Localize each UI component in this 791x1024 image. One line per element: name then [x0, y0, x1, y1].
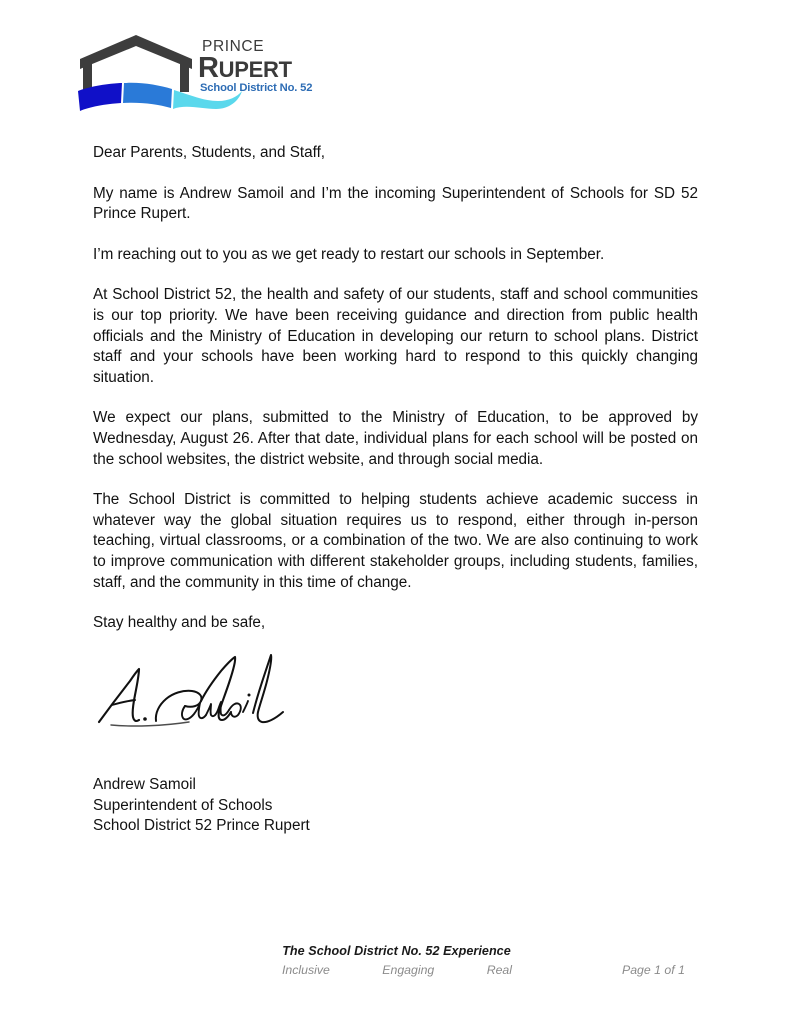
- signer-organization: School District 52 Prince Rupert: [93, 817, 310, 835]
- signature-image: [93, 649, 293, 731]
- footer-tagline: [0, 944, 791, 958]
- paragraph-3: At School District 52, the health and safety of our students, staff and school communities is our top priority. We have been receiving guidance and direction from public health officials and the Ministry of Education in developing our return to school plans. District staff and your schools have been working hard to respond to this quickly changing situation.: [93, 286, 698, 386]
- footer-value-real: Real: [486, 963, 512, 977]
- logo-prince-text: PRINCE: [202, 38, 265, 55]
- paragraph-2: I’m reaching out to you as we get ready to restart our schools in September.: [93, 245, 605, 263]
- page-indicator: Page 1 of 1: [622, 963, 685, 977]
- letterhead: [74, 33, 324, 118]
- footer-value-engaging: Engaging: [382, 963, 435, 977]
- signer-title: Superintendent of Schools: [93, 796, 273, 814]
- footer-value-inclusive: Inclusive: [282, 963, 330, 977]
- signer-name: Andrew Samoil: [93, 776, 196, 793]
- paragraph-4: We expect our plans, submitted to the Ministry of Education, to be approved by Wednesday, August 26. After that date, individual plans for each school will be posted on the school websites, the district website, and through social media.: [93, 409, 698, 468]
- paragraph-5: The School District is committed to helping students achieve academic success in whatever way the global situation requires us to respond, either through in-person teaching, virtual classrooms, or a combination of the two. We are also continuing to work to improve communication with different stakeholder groups, including students, families, staff, and the community in this time of change.: [93, 491, 698, 591]
- closing-salutation: Stay healthy and be safe,: [93, 614, 266, 632]
- footer-tagline-text: The School District No. 52 Experience: [282, 944, 511, 958]
- logo-subtitle-text: School District No. 52: [200, 82, 313, 94]
- page-footer: [0, 944, 791, 990]
- school-district-logo: [74, 33, 324, 118]
- footer-values: [282, 963, 512, 977]
- paragraph-1: My name is Andrew Samoil and I’m the incoming Superintendent of Schools for SD 52 Prince Rupert.: [93, 184, 698, 223]
- signer-block: [93, 775, 513, 837]
- salutation: Dear Parents, Students, and Staff,: [93, 144, 326, 161]
- letter-body: [93, 143, 698, 634]
- logo-rupert-text: RUPERT: [198, 52, 292, 84]
